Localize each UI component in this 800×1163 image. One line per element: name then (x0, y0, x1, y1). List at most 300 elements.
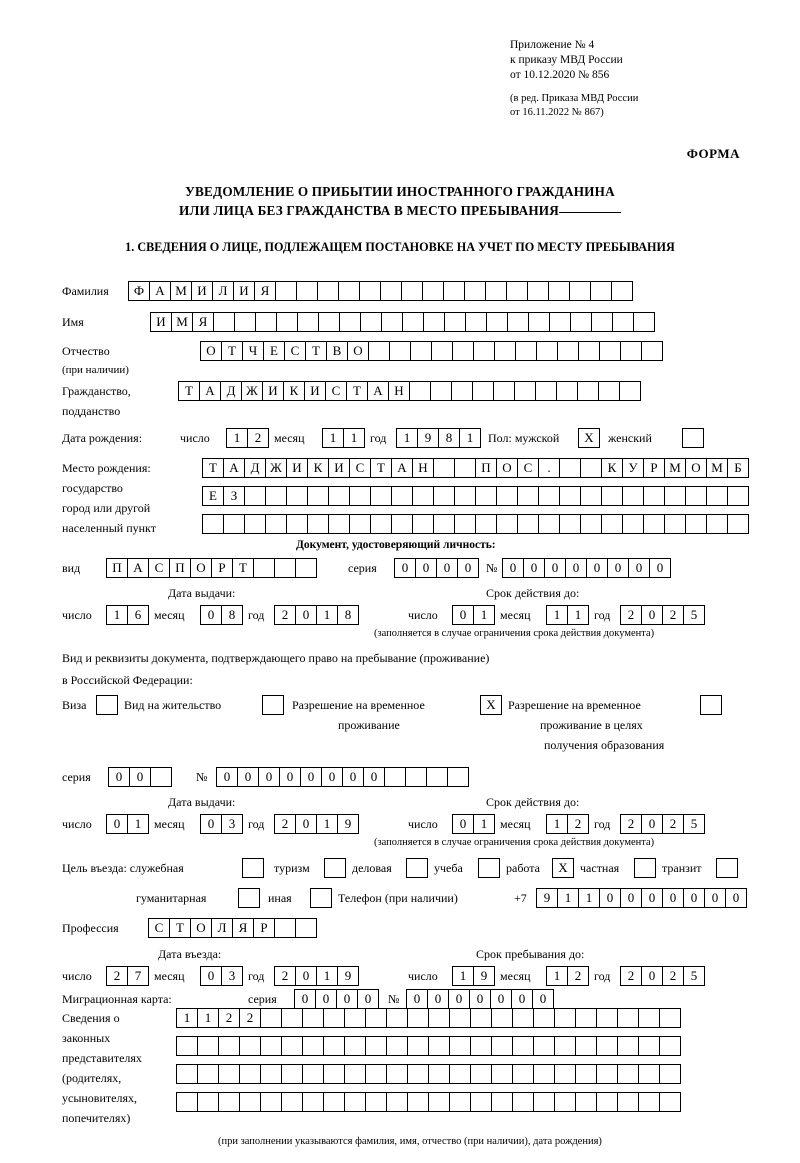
char-cell[interactable] (239, 1092, 261, 1112)
char-cell[interactable]: 0 (641, 605, 663, 625)
char-cell[interactable]: М (170, 281, 192, 301)
char-cell[interactable] (506, 281, 528, 301)
char-cell[interactable] (307, 486, 329, 506)
char-cell[interactable] (344, 1064, 366, 1084)
char-cell[interactable] (611, 281, 633, 301)
char-cell[interactable] (617, 1092, 639, 1112)
char-cell[interactable] (406, 858, 428, 878)
field-stay-until-day[interactable] (452, 966, 494, 986)
char-cell[interactable] (493, 381, 515, 401)
char-cell[interactable]: Т (346, 381, 368, 401)
char-cell[interactable] (239, 1064, 261, 1084)
char-cell[interactable] (431, 341, 453, 361)
char-cell[interactable] (470, 1036, 492, 1056)
char-cell[interactable]: 1 (557, 888, 579, 908)
char-cell[interactable]: С (148, 558, 170, 578)
char-cell[interactable]: Н (388, 381, 410, 401)
char-cell[interactable] (659, 1092, 681, 1112)
char-cell[interactable]: 0 (599, 888, 621, 908)
char-cell[interactable] (554, 1036, 576, 1056)
char-cell[interactable] (281, 1092, 303, 1112)
char-cell[interactable] (554, 1064, 576, 1084)
char-cell[interactable]: 3 (221, 966, 243, 986)
char-cell[interactable] (685, 514, 707, 534)
char-cell[interactable] (370, 514, 392, 534)
char-cell[interactable] (454, 514, 476, 534)
char-cell[interactable] (664, 486, 686, 506)
char-cell[interactable]: 5 (683, 605, 705, 625)
char-cell[interactable] (538, 514, 560, 534)
char-cell[interactable] (422, 281, 444, 301)
char-cell[interactable]: 1 (546, 966, 568, 986)
char-cell[interactable]: 0 (662, 888, 684, 908)
char-cell[interactable]: 0 (641, 814, 663, 834)
field-stay-series[interactable] (108, 767, 171, 787)
char-cell[interactable]: 0 (294, 989, 316, 1009)
char-cell[interactable]: 9 (536, 888, 558, 908)
char-cell[interactable] (634, 858, 656, 878)
char-cell[interactable] (473, 341, 495, 361)
char-cell[interactable]: 1 (546, 814, 568, 834)
char-cell[interactable]: К (283, 381, 305, 401)
char-cell[interactable] (412, 486, 434, 506)
char-cell[interactable]: Т (370, 458, 392, 478)
char-cell[interactable]: 0 (452, 605, 474, 625)
char-cell[interactable] (643, 514, 665, 534)
char-cell[interactable] (536, 341, 558, 361)
char-cell[interactable] (580, 486, 602, 506)
char-cell[interactable] (496, 514, 518, 534)
field-doc-valid-year[interactable] (620, 605, 704, 625)
char-cell[interactable]: 0 (200, 814, 222, 834)
char-cell[interactable] (727, 486, 749, 506)
char-cell[interactable]: И (191, 281, 213, 301)
char-cell[interactable]: А (367, 381, 389, 401)
char-cell[interactable] (409, 381, 431, 401)
char-cell[interactable] (433, 514, 455, 534)
char-cell[interactable] (486, 312, 508, 332)
char-cell[interactable] (389, 341, 411, 361)
char-cell[interactable] (601, 514, 623, 534)
char-cell[interactable]: X (578, 428, 600, 448)
char-cell[interactable]: С (148, 918, 170, 938)
char-cell[interactable] (338, 281, 360, 301)
field-stay-until-year[interactable] (620, 966, 704, 986)
char-cell[interactable]: 2 (620, 814, 642, 834)
checkbox-edu-residence[interactable] (700, 695, 721, 715)
char-cell[interactable] (349, 486, 371, 506)
field-stay-issue-month[interactable] (200, 814, 242, 834)
field-phone[interactable] (536, 888, 746, 908)
char-cell[interactable]: 0 (394, 558, 416, 578)
char-cell[interactable]: О (200, 341, 222, 361)
char-cell[interactable] (527, 281, 549, 301)
field-birth-place-line1[interactable] (202, 458, 748, 478)
checkbox-temp-residence[interactable] (480, 695, 501, 715)
char-cell[interactable] (517, 514, 539, 534)
char-cell[interactable]: 0 (502, 558, 524, 578)
char-cell[interactable] (515, 341, 537, 361)
char-cell[interactable] (638, 1008, 660, 1028)
char-cell[interactable] (538, 486, 560, 506)
char-cell[interactable] (706, 514, 728, 534)
char-cell[interactable]: Я (192, 312, 214, 332)
field-doc-number[interactable] (502, 558, 670, 578)
char-cell[interactable] (281, 1036, 303, 1056)
char-cell[interactable] (244, 514, 266, 534)
char-cell[interactable]: П (475, 458, 497, 478)
char-cell[interactable] (612, 312, 634, 332)
char-cell[interactable] (596, 1064, 618, 1084)
char-cell[interactable]: 0 (295, 605, 317, 625)
char-cell[interactable]: 1 (106, 605, 128, 625)
field-migration-series[interactable] (294, 989, 378, 1009)
char-cell[interactable]: 2 (620, 966, 642, 986)
char-cell[interactable] (596, 1036, 618, 1056)
char-cell[interactable]: 9 (417, 428, 439, 448)
char-cell[interactable] (449, 1008, 471, 1028)
char-cell[interactable]: 8 (221, 605, 243, 625)
char-cell[interactable]: Р (643, 458, 665, 478)
char-cell[interactable]: А (199, 381, 221, 401)
field-patronymic[interactable] (200, 341, 662, 361)
char-cell[interactable]: О (496, 458, 518, 478)
char-cell[interactable] (428, 1008, 450, 1028)
field-legal-rep-line2[interactable] (176, 1036, 680, 1056)
char-cell[interactable] (218, 1092, 240, 1112)
char-cell[interactable]: 9 (473, 966, 495, 986)
char-cell[interactable] (260, 1036, 282, 1056)
char-cell[interactable]: 0 (200, 605, 222, 625)
char-cell[interactable] (365, 1008, 387, 1028)
char-cell[interactable] (286, 486, 308, 506)
field-birth-place-line2[interactable] (202, 486, 748, 506)
field-stay-until-month[interactable] (546, 966, 588, 986)
char-cell[interactable] (449, 1064, 471, 1084)
char-cell[interactable] (452, 341, 474, 361)
char-cell[interactable] (443, 281, 465, 301)
char-cell[interactable]: 0 (544, 558, 566, 578)
char-cell[interactable]: 2 (662, 966, 684, 986)
char-cell[interactable] (323, 1092, 345, 1112)
char-cell[interactable]: З (223, 486, 245, 506)
char-cell[interactable] (262, 695, 284, 715)
char-cell[interactable]: 1 (396, 428, 418, 448)
char-cell[interactable] (575, 1064, 597, 1084)
char-cell[interactable] (281, 1008, 303, 1028)
field-stay-valid-month[interactable] (546, 814, 588, 834)
char-cell[interactable]: 3 (221, 814, 243, 834)
char-cell[interactable] (407, 1036, 429, 1056)
char-cell[interactable] (569, 281, 591, 301)
char-cell[interactable] (96, 695, 118, 715)
char-cell[interactable] (599, 341, 621, 361)
char-cell[interactable] (512, 1064, 534, 1084)
char-cell[interactable] (517, 486, 539, 506)
char-cell[interactable]: М (171, 312, 193, 332)
char-cell[interactable] (407, 1064, 429, 1084)
field-doc-issue-year[interactable] (274, 605, 358, 625)
checkbox-purpose-other[interactable] (310, 888, 331, 908)
field-migration-number[interactable] (406, 989, 553, 1009)
char-cell[interactable] (407, 1008, 429, 1028)
char-cell[interactable]: 2 (274, 605, 296, 625)
char-cell[interactable] (286, 514, 308, 534)
char-cell[interactable]: Я (232, 918, 254, 938)
char-cell[interactable]: С (284, 341, 306, 361)
char-cell[interactable]: 0 (490, 989, 512, 1009)
char-cell[interactable] (619, 381, 641, 401)
char-cell[interactable] (428, 1064, 450, 1084)
char-cell[interactable] (223, 514, 245, 534)
char-cell[interactable] (365, 1092, 387, 1112)
char-cell[interactable]: 0 (448, 989, 470, 1009)
char-cell[interactable] (554, 1008, 576, 1028)
char-cell[interactable] (444, 312, 466, 332)
char-cell[interactable]: П (106, 558, 128, 578)
char-cell[interactable]: . (538, 458, 560, 478)
char-cell[interactable] (700, 695, 722, 715)
char-cell[interactable]: О (347, 341, 369, 361)
char-cell[interactable] (302, 1092, 324, 1112)
char-cell[interactable]: С (349, 458, 371, 478)
char-cell[interactable] (405, 767, 427, 787)
char-cell[interactable]: В (326, 341, 348, 361)
field-stay-number[interactable] (216, 767, 468, 787)
field-sex-female[interactable] (682, 428, 703, 448)
char-cell[interactable]: 1 (473, 605, 495, 625)
char-cell[interactable] (410, 341, 432, 361)
field-birth-day[interactable] (226, 428, 268, 448)
char-cell[interactable] (659, 1036, 681, 1056)
char-cell[interactable] (454, 458, 476, 478)
char-cell[interactable]: А (127, 558, 149, 578)
char-cell[interactable] (491, 1064, 513, 1084)
char-cell[interactable] (472, 381, 494, 401)
char-cell[interactable] (296, 281, 318, 301)
char-cell[interactable] (412, 514, 434, 534)
char-cell[interactable]: Ж (265, 458, 287, 478)
field-legal-rep-line4[interactable] (176, 1092, 680, 1112)
char-cell[interactable] (197, 1036, 219, 1056)
char-cell[interactable] (381, 312, 403, 332)
char-cell[interactable] (318, 312, 340, 332)
char-cell[interactable]: X (552, 858, 574, 878)
char-cell[interactable]: 0 (363, 767, 385, 787)
field-birth-month[interactable] (322, 428, 364, 448)
char-cell[interactable]: К (601, 458, 623, 478)
char-cell[interactable] (617, 1008, 639, 1028)
char-cell[interactable] (328, 486, 350, 506)
checkbox-purpose-study[interactable] (478, 858, 499, 878)
char-cell[interactable] (470, 1092, 492, 1112)
char-cell[interactable]: И (233, 281, 255, 301)
char-cell[interactable] (533, 1036, 555, 1056)
char-cell[interactable] (590, 281, 612, 301)
char-cell[interactable]: Я (254, 281, 276, 301)
char-cell[interactable]: 0 (586, 558, 608, 578)
checkbox-purpose-business[interactable] (406, 858, 427, 878)
field-doc-valid-month[interactable] (546, 605, 588, 625)
field-entry-day[interactable] (106, 966, 148, 986)
char-cell[interactable] (596, 1008, 618, 1028)
char-cell[interactable]: 0 (683, 888, 705, 908)
char-cell[interactable]: 0 (452, 814, 474, 834)
char-cell[interactable] (368, 341, 390, 361)
char-cell[interactable] (402, 312, 424, 332)
char-cell[interactable] (470, 1064, 492, 1084)
char-cell[interactable] (323, 1064, 345, 1084)
char-cell[interactable]: 0 (237, 767, 259, 787)
char-cell[interactable] (475, 514, 497, 534)
char-cell[interactable]: А (223, 458, 245, 478)
char-cell[interactable]: 0 (108, 767, 130, 787)
field-entry-month[interactable] (200, 966, 242, 986)
char-cell[interactable] (253, 558, 275, 578)
char-cell[interactable]: Е (202, 486, 224, 506)
char-cell[interactable]: 1 (316, 605, 338, 625)
checkbox-purpose-official[interactable] (242, 858, 263, 878)
field-legal-rep-line3[interactable] (176, 1064, 680, 1084)
char-cell[interactable]: Е (263, 341, 285, 361)
char-cell[interactable] (433, 458, 455, 478)
field-doc-kind[interactable] (106, 558, 316, 578)
char-cell[interactable] (601, 486, 623, 506)
char-cell[interactable] (428, 1092, 450, 1112)
char-cell[interactable]: X (480, 695, 502, 715)
char-cell[interactable]: Ф (128, 281, 150, 301)
char-cell[interactable] (533, 1008, 555, 1028)
char-cell[interactable]: Д (244, 458, 266, 478)
char-cell[interactable] (554, 1092, 576, 1112)
char-cell[interactable] (580, 458, 602, 478)
char-cell[interactable] (638, 1064, 660, 1084)
char-cell[interactable] (716, 858, 738, 878)
char-cell[interactable] (475, 486, 497, 506)
char-cell[interactable] (727, 514, 749, 534)
char-cell[interactable]: 0 (704, 888, 726, 908)
char-cell[interactable] (242, 858, 264, 878)
char-cell[interactable]: И (328, 458, 350, 478)
char-cell[interactable] (664, 514, 686, 534)
char-cell[interactable]: 0 (336, 989, 358, 1009)
char-cell[interactable] (535, 381, 557, 401)
char-cell[interactable] (365, 1064, 387, 1084)
char-cell[interactable] (386, 1008, 408, 1028)
char-cell[interactable] (197, 1064, 219, 1084)
checkbox-purpose-private[interactable] (634, 858, 655, 878)
field-stay-valid-year[interactable] (620, 814, 704, 834)
char-cell[interactable] (297, 312, 319, 332)
char-cell[interactable]: 1 (176, 1008, 198, 1028)
char-cell[interactable] (491, 1008, 513, 1028)
char-cell[interactable]: 0 (279, 767, 301, 787)
char-cell[interactable]: 9 (337, 966, 359, 986)
char-cell[interactable] (197, 1092, 219, 1112)
field-surname[interactable] (128, 281, 632, 301)
char-cell[interactable]: У (622, 458, 644, 478)
char-cell[interactable] (559, 514, 581, 534)
char-cell[interactable] (176, 1064, 198, 1084)
char-cell[interactable] (470, 1008, 492, 1028)
field-profession[interactable] (148, 918, 316, 938)
char-cell[interactable] (447, 767, 469, 787)
char-cell[interactable] (302, 1064, 324, 1084)
char-cell[interactable]: 2 (567, 814, 589, 834)
char-cell[interactable] (638, 1036, 660, 1056)
char-cell[interactable]: 0 (725, 888, 747, 908)
char-cell[interactable]: 0 (641, 888, 663, 908)
char-cell[interactable] (302, 1036, 324, 1056)
char-cell[interactable]: 0 (620, 888, 642, 908)
char-cell[interactable]: Т (178, 381, 200, 401)
char-cell[interactable] (449, 1092, 471, 1112)
char-cell[interactable] (622, 514, 644, 534)
char-cell[interactable] (559, 486, 581, 506)
char-cell[interactable]: 0 (315, 989, 337, 1009)
field-name[interactable] (150, 312, 654, 332)
char-cell[interactable] (213, 312, 235, 332)
field-birth-place-line3[interactable] (202, 514, 748, 534)
char-cell[interactable]: 0 (427, 989, 449, 1009)
char-cell[interactable]: Л (212, 281, 234, 301)
char-cell[interactable] (426, 767, 448, 787)
char-cell[interactable] (234, 312, 256, 332)
char-cell[interactable]: 0 (628, 558, 650, 578)
checkbox-purpose-work[interactable] (552, 858, 573, 878)
char-cell[interactable]: С (325, 381, 347, 401)
char-cell[interactable]: 2 (662, 605, 684, 625)
char-cell[interactable] (265, 514, 287, 534)
char-cell[interactable]: 0 (321, 767, 343, 787)
char-cell[interactable] (324, 858, 346, 878)
char-cell[interactable]: 5 (683, 814, 705, 834)
char-cell[interactable] (507, 312, 529, 332)
char-cell[interactable]: 2 (274, 814, 296, 834)
char-cell[interactable]: Н (412, 458, 434, 478)
char-cell[interactable] (239, 1036, 261, 1056)
checkbox-purpose-humanitarian[interactable] (238, 888, 259, 908)
char-cell[interactable]: 1 (316, 814, 338, 834)
char-cell[interactable] (478, 858, 500, 878)
char-cell[interactable] (449, 1036, 471, 1056)
char-cell[interactable]: 0 (342, 767, 364, 787)
char-cell[interactable]: Б (727, 458, 749, 478)
char-cell[interactable]: 1 (578, 888, 600, 908)
char-cell[interactable] (596, 1092, 618, 1112)
char-cell[interactable] (659, 1064, 681, 1084)
char-cell[interactable]: 0 (523, 558, 545, 578)
char-cell[interactable] (344, 1036, 366, 1056)
char-cell[interactable] (528, 312, 550, 332)
char-cell[interactable] (260, 1008, 282, 1028)
char-cell[interactable]: Т (221, 341, 243, 361)
char-cell[interactable]: 1 (452, 966, 474, 986)
char-cell[interactable]: Т (305, 341, 327, 361)
char-cell[interactable] (557, 341, 579, 361)
char-cell[interactable] (659, 1008, 681, 1028)
char-cell[interactable]: А (149, 281, 171, 301)
char-cell[interactable] (386, 1036, 408, 1056)
char-cell[interactable] (386, 1092, 408, 1112)
char-cell[interactable]: Ч (242, 341, 264, 361)
char-cell[interactable]: 1 (127, 814, 149, 834)
char-cell[interactable]: 0 (200, 966, 222, 986)
char-cell[interactable]: Р (211, 558, 233, 578)
char-cell[interactable] (359, 281, 381, 301)
char-cell[interactable] (643, 486, 665, 506)
char-cell[interactable]: 1 (343, 428, 365, 448)
